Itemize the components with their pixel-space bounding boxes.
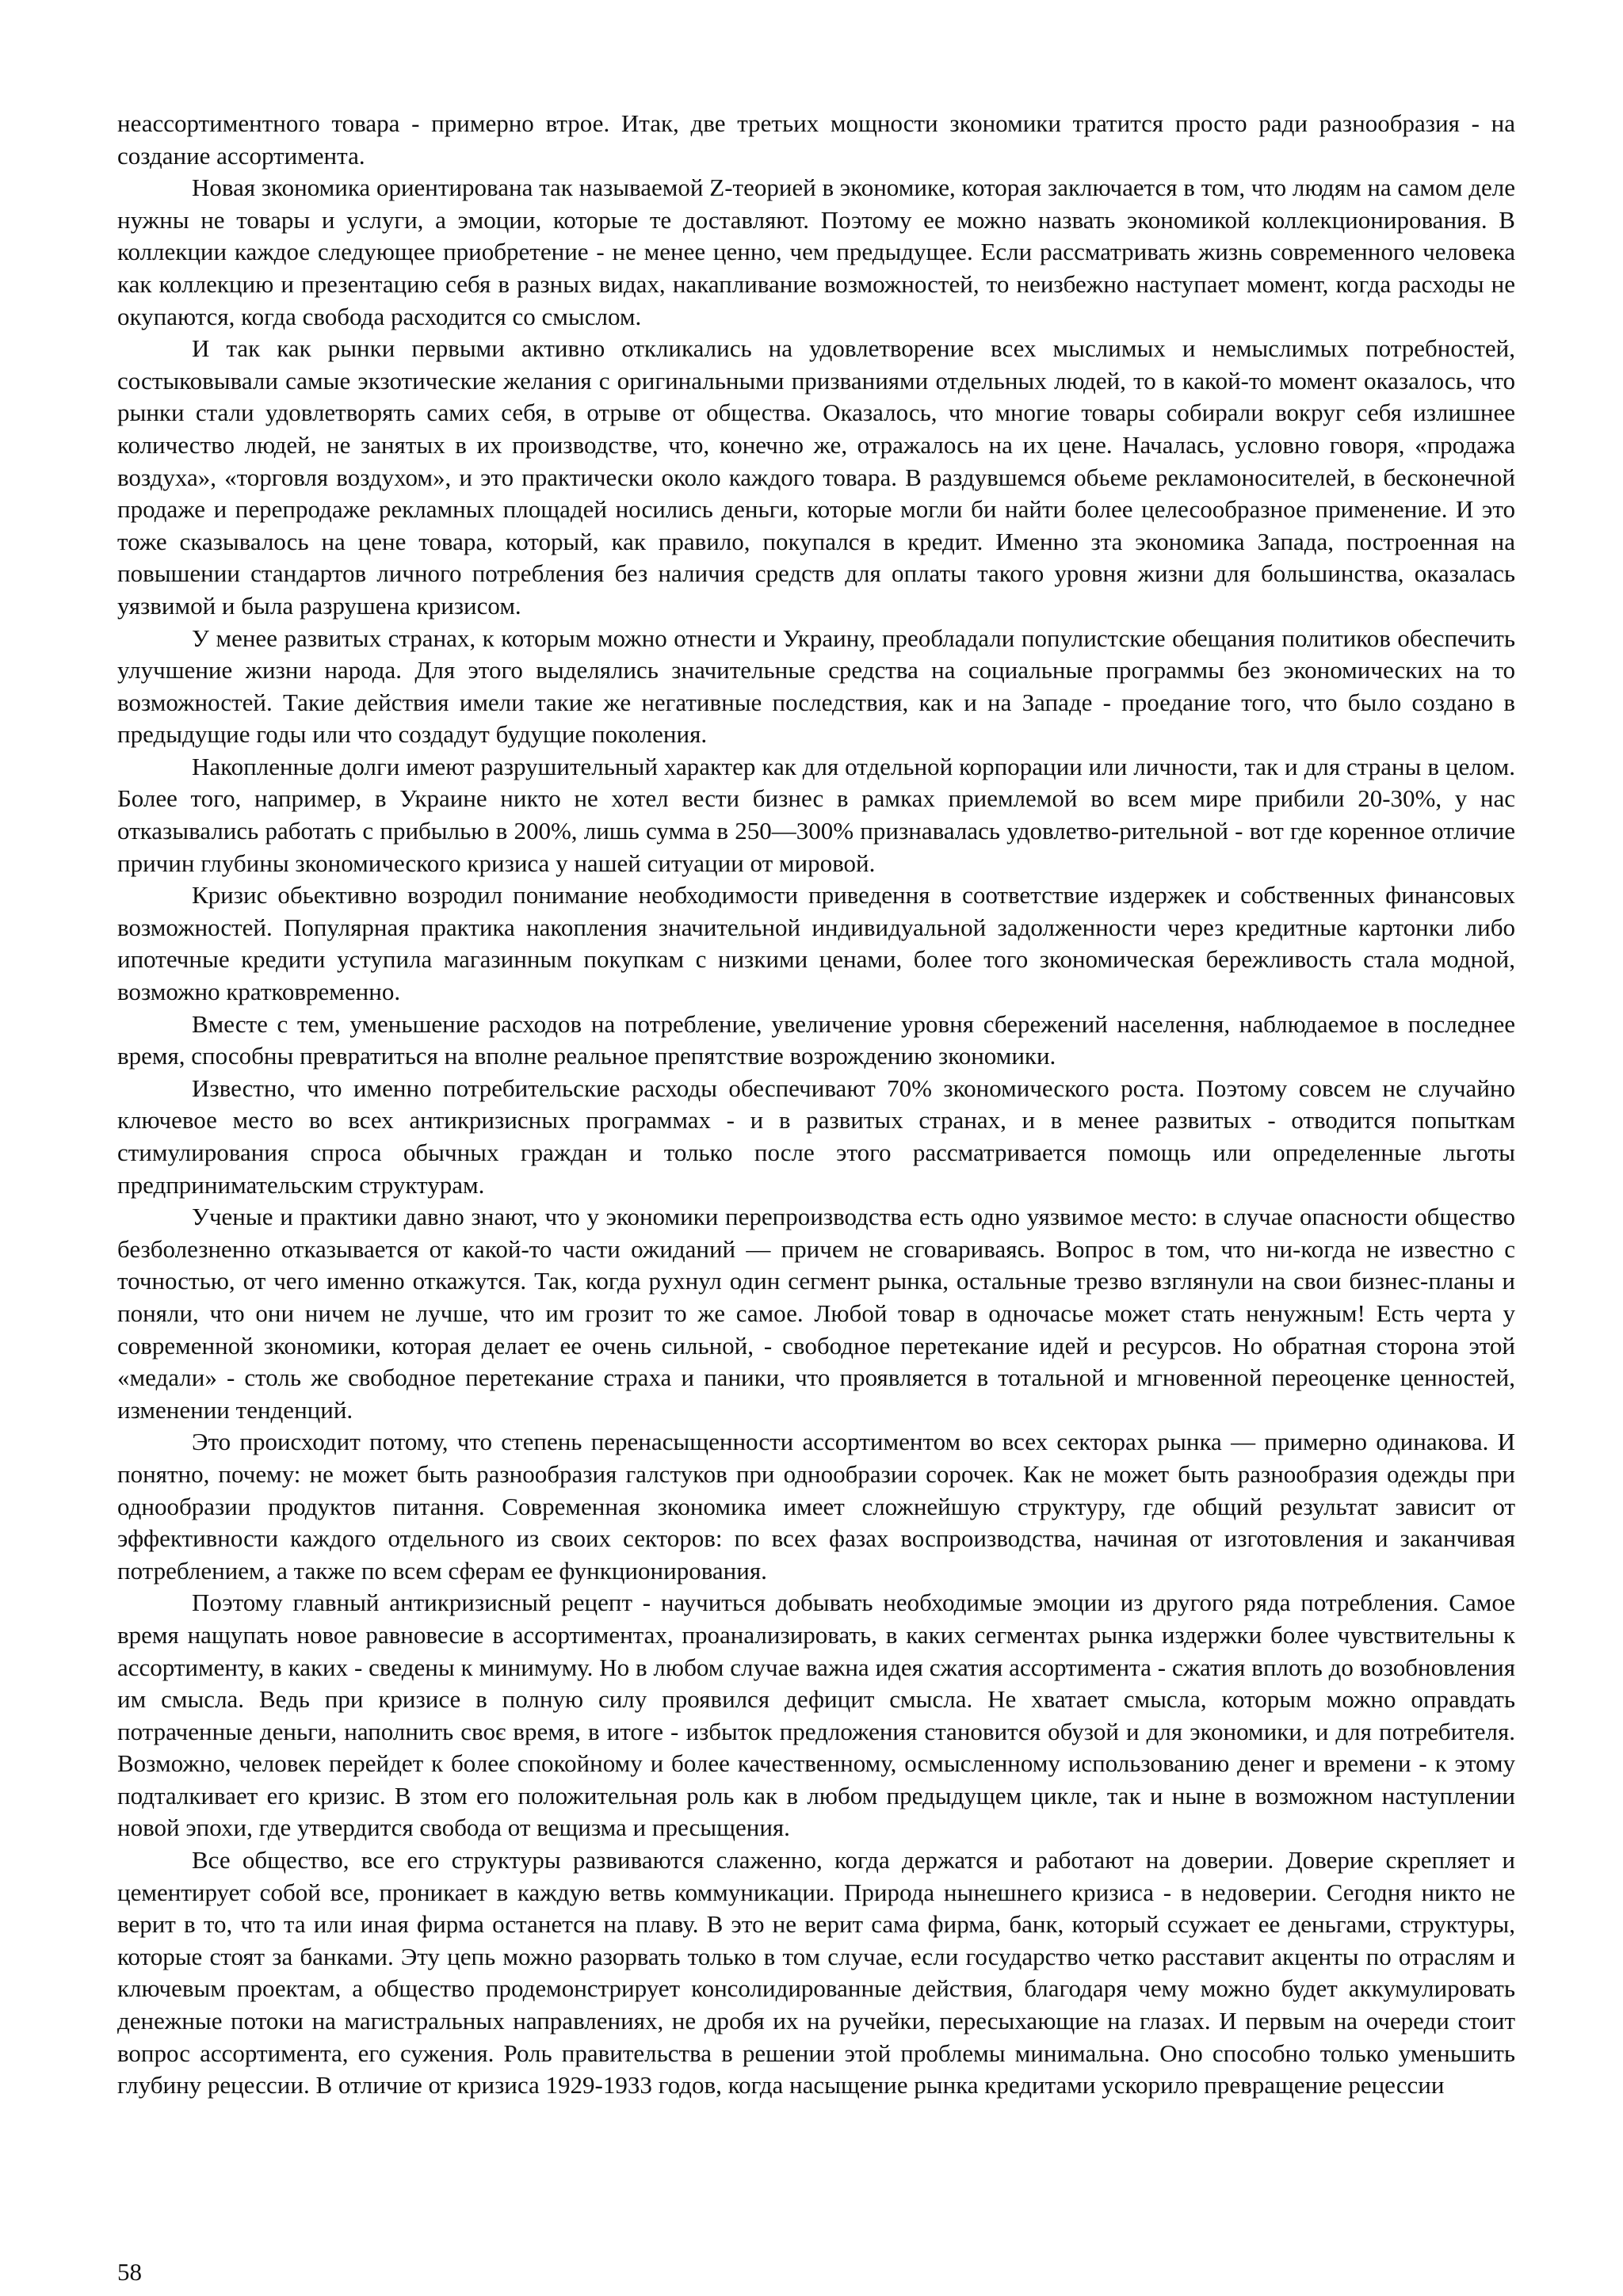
paragraph-9: Ученые и практики давно знают, что у экономики перепроизводства есть одно уязвимое место: в случае опасности общество безболезненно отказывается от какой-то части ожиданий — причем не сговариваясь. Вопрос в том, что ни-когда не известно с точностью, от чего именно откажутся. Так, когда рухнул один сегмент рынка, остальные трезво взглянули на свои бизнес-планы и поняли, что они ничем не лучше, что им грозит то же самое. Любой товар в одночасье может стать ненужным! Есть черта у современной зкономики, которая делает ее очень сильной, - свободное перетекание идей и ресурсов. Но обратная сторона этой «медали» - столь же свободное перетекание страха и паники, что проявляется в тотальной и мгновенной переоценке ценностей, изменении тенденций. (117, 1203, 1515, 1424)
paragraph-10: Это происходит потому, что степень перенасыщенности ассортиментом во всех секторах рынка — примерно одинакова. И понятно, почему: не может быть разнообразия галстуков при однообразии сорочек. Как не может быть разнообразия одежды при однообразии продуктов питання. Современная зкономика имеет сложнейшую структуру, где общий результат зависит от эффективности каждого отдельного из своих секторов: по всех фазах воспроизводства, начиная от изготовления и заканчивая потреблением, а также по всем сферам ее функционирования. (117, 1428, 1515, 1585)
paragraph-3: И так как рынки первыми активно откликались на удовлетворение всех мыслимых и немыслимых потребностей, состыковывали самые экзотические желания с оригинальными призваниями отдельных людей, то в какой-то момент оказалось, что рынки стали удовлетворять самих себя, в отрыве от общества. Оказалось, что многие товары собирали вокруг себя излишнее количество людей, не занятых в их производстве, что, конечно же, отражалось на их цене. Началась, условно говоря, «продажа воздуха», «торговля воздухом», и это практически около каждого товара. В раздувшемся обьеме рекламоносителей, в бесконечной продаже и перепродаже рекламных площадей носились деньги, которые могли би найти более целесообразное применение. И это тоже сказывалось на цене товара, который, как правило, покупался в кредит. Именно зта экономика Запада, построенная на повышении стандартов личного потребления без наличия средств для оплаты такого уровня жизни для большинства, оказалась уязвимой и была разрушена кризисом. (117, 334, 1515, 620)
paragraph-6: Кризис обьективно возродил понимание необходимости приведення в соответствие издержек и собственных финансовых возможностей. Популярная практика накопления значительной индивидуальной задолженности через кредитные картонки либо ипотечные кредити уступила магазинным покупкам с низкими ценами, более того зкономическая бережливость стала модной, возможно кратковременно. (117, 881, 1515, 1006)
page-body (117, 108, 1515, 2102)
paragraph-11: Поэтому главный антикризисный рецепт - научиться добывать необходимые эмоции из другого ряда потребления. Самое время нащупать новое равновесие в ассортиментах, проанализировать, в каких сегментах рынка издержки более чувствительны к ассортименту, в каких - сведены к минимуму. Но в любом случае важна идея сжатия ассортимента - сжатия вплоть до возобновления им смысла. Ведь при кризисе в полную силу проявился дефицит смысла. Не хватает смысла, которым можно оправдать потраченные деньги, наполнить своє время, в итоге - избыток предложения становится обузой и для экономики, и для потребителя. Возможно, человек перейдет к более спокойному и более качественному, осмысленному использованию денег и времени - к этому подталкивает его кризис. В зтом его положительная роль как в любом предыдущем цикле, так и ныне в возможном наступлении новой эпохи, где утвердится свобода от вещизма и пресыщения. (117, 1589, 1515, 1842)
paragraph-1: неассортиментного товара - примерно втрое. Итак, две третьих мощности зкономики тратится просто ради разнообразия - на создание ассортимента. (117, 109, 1515, 170)
page-number: 58 (117, 2258, 142, 2286)
paragraph-7: Вместе с тем, уменьшение расходов на потребление, увеличение уровня сбережений населення, наблюдаемое в последнее время, способны превратиться на вполне реальное препятствие возрождению зкономики. (117, 1009, 1515, 1070)
paragraph-2: Новая зкономика ориентирована так называемой Z-теорией в экономике, которая заключается в том, что людям на самом деле нужны не товары и услуги, а эмоции, которые те доставляют. Поэтому ее можно назвать экономикой коллекционирования. В коллекции каждое следующее приобретение - не менее ценно, чем предыдущее. Если рассматривать жизнь современного человека как коллекцию и презентацию себя в разных видах, накапливание возможностей, то неизбежно наступает момент, когда расходы не окупаются, когда свобода расходится со смыслом. (117, 174, 1515, 330)
paragraph-8: Известно, что именно потребительские расходы обеспечивают 70% зкономического роста. Поэтому совсем не случайно ключевое место во всех антикризисных программах - и в развитых странах, и в менее развитых - отводится попыткам стимулирования спроса обычных граждан и только после этого рассматривается помощь или определенные льготы предпринимательским структурам. (117, 1074, 1515, 1199)
paragraph-12: Все общество, все его структуры развиваются слаженно, когда держатся и работают на доверии. Доверие скрепляет и цементирует собой все, проникает в каждую ветвь коммуникации. Природа нынешнего кризиса - в недоверии. Сегодня никто не верит в то, что та или иная фирма останется на плаву. В это не верит сама фирма, банк, который ссужает ее деньгами, структуры, которые стоят за банками. Эту цепь можно разорвать только в том случае, если государство четко расставит акценты по отраслям и ключевым проектам, а общество продемонстрирует консолидированные действия, благодаря чему можно будет аккумулировать денежные потоки на магистральных направлениях, не дробя их на ручейки, пересыхающие на глазах. И первым на очереди стоит вопрос ассортимента, его сужения. Роль правительства в решении этой проблемы минимальна. Оно способно только уменьшить глубину рецессии. В отличие от кризиса 1929-1933 годов, когда насыщение рынка кредитами ускорило превращение рецессии (117, 1846, 1515, 2100)
paragraph-4: У менее развитых странах, к которым можно отнести и Украину, преобладали популистские обещания политиков обеспечить улучшение жизни народа. Для этого выделялись значительные средства на социальные программы без экономических на то возможностей. Такие действия имели такие же негативные последствия, как и на Западе - проедание того, что было создано в предыдущие годы или что создадут будущие поколения. (117, 624, 1515, 749)
paragraph-5: Накопленные долги имеют разрушительный характер как для отдельной корпорации или личности, так и для страны в целом. Более того, например, в Украине никто не хотел вести бизнес в рамках приемлемой во всем мире прибили 20-30%, у нас отказывались работать с прибылью в 200%, лишь сумма в 250—300% признавалась удовлетво-рительной - вот где коренное отличие причин глубины зкономического кризиса у нашей ситуации от мировой. (117, 752, 1515, 877)
